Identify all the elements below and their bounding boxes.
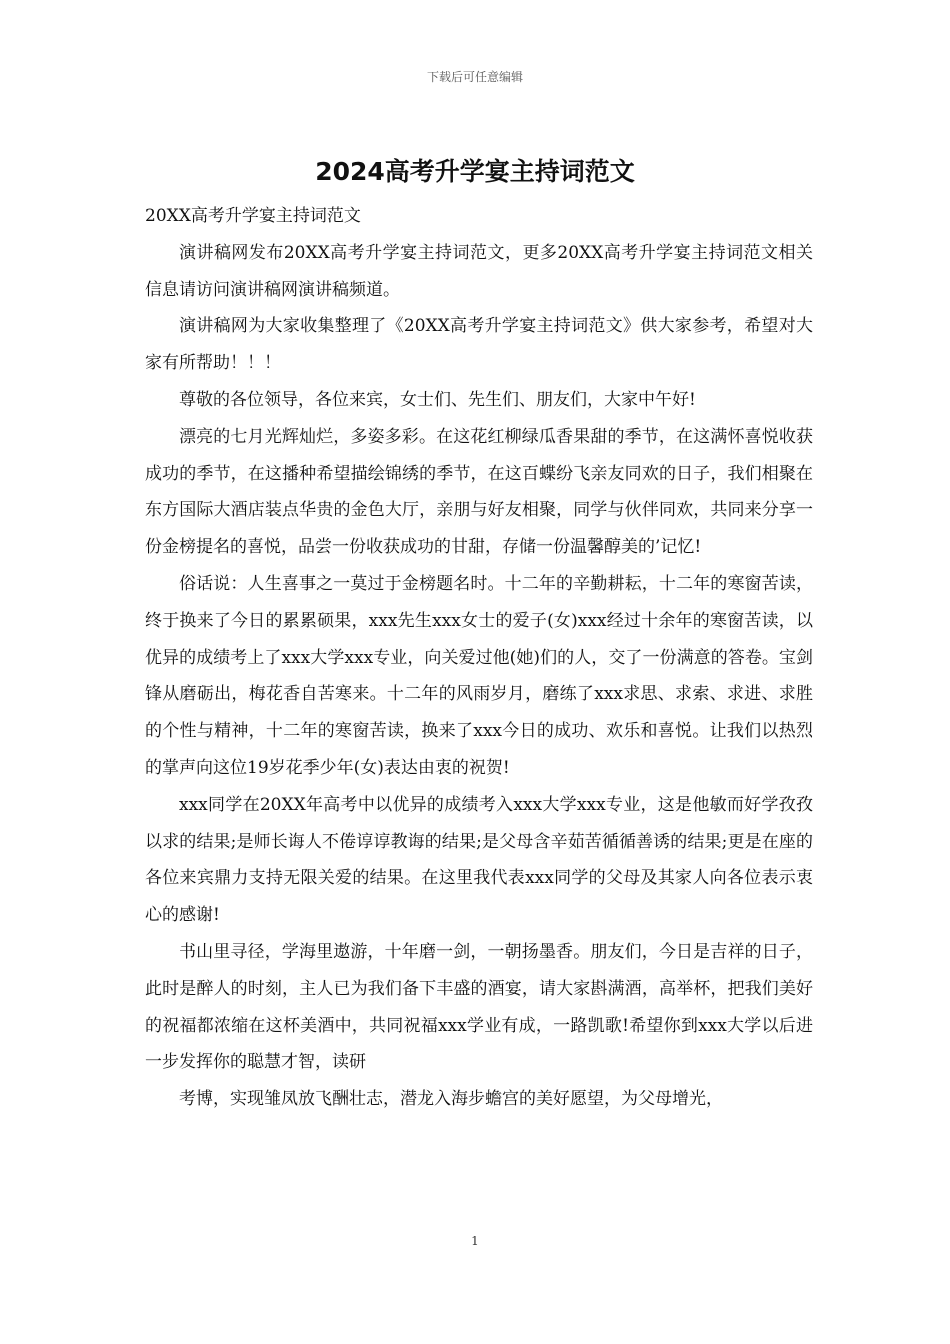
paragraph: 考博，实现雏凤放飞酬壮志，潜龙入海步蟾宫的美好愿望，为父母增光，: [179, 1089, 723, 1110]
header-note: 下载后可任意编辑: [426, 70, 523, 84]
paragraph: 俗话说：人生喜事之一莫过于金榜题名时。十二年的辛勤耕耘，十二年的寒窗苦读，终于换来了今日的累累硕果，xxx先生xxx女士的爱子(女)xxx经过十余年的寒窗苦读，以优异的成绩考上了xxx大学xxx专业，向关爱过他(她)们的人，交了一份满意的答卷。宝剑锋从磨砺出，梅花香自苦寒来。十二年的风雨岁月，磨练了xxx求思、求索、求进、求胜的个性与精神，十二年的寒窗苦读，换来了xxx今日的成功、欢乐和喜悦。让我们以热烈的掌声向这位19岁花季少年(女)表达由衷的祝贺!: [145, 573, 813, 778]
document-title: 2024高考升学宴主持词范文: [315, 157, 635, 186]
document-body: [145, 198, 813, 1118]
paragraph: 演讲稿网发布20XX高考升学宴主持词范文，更多20XX高考升学宴主持词范文相关信息请访问演讲稿网演讲稿频道。: [145, 242, 813, 300]
page-number: 1: [471, 1234, 479, 1248]
paragraph: 漂亮的七月光辉灿烂，多姿多彩。在这花红柳绿瓜香果甜的季节，在这满怀喜悦收获成功的季节，在这播种希望描绘锦绣的季节，在这百蝶纷飞亲友同欢的日子，我们相聚在东方国际大酒店装点华贵的金色大厅，亲朋与好友相聚，同学与伙伴同欢，共同来分享一份金榜提名的喜悦，品尝一份收获成功的甘甜，存储一份温馨醇美的’记忆!: [145, 426, 813, 558]
paragraph: xxx同学在20XX年高考中以优异的成绩考入xxx大学xxx专业，这是他敏而好学孜孜以求的结果;是师长诲人不倦谆谆教诲的结果;是父母含辛茹苦循循善诱的结果;更是在座的各位来宾鼎力支持无限关爱的结果。在这里我代表xxx同学的父母及其家人向各位表示衷心的感谢!: [145, 794, 813, 926]
paragraph: 尊敬的各位领导，各位来宾，女士们、先生们、朋友们，大家中午好!: [179, 389, 696, 410]
document-subtitle: 20XX高考升学宴主持词范文: [145, 206, 361, 226]
paragraph: 演讲稿网为大家收集整理了《20XX高考升学宴主持词范文》供大家参考，希望对大家有所帮助！！！: [145, 316, 813, 374]
paragraph: 书山里寻径，学海里遨游，十年磨一剑，一朝扬墨香。朋友们，今日是吉祥的日子，此时是醉人的时刻，主人已为我们备下丰盛的酒宴，请大家斟满酒，高举杯，把我们美好的祝福都浓缩在这杯美酒中，共同祝福xxx学业有成，一路凯歌!希望你到xxx大学以后进一步发挥你的聪慧才智，读研: [145, 941, 813, 1073]
